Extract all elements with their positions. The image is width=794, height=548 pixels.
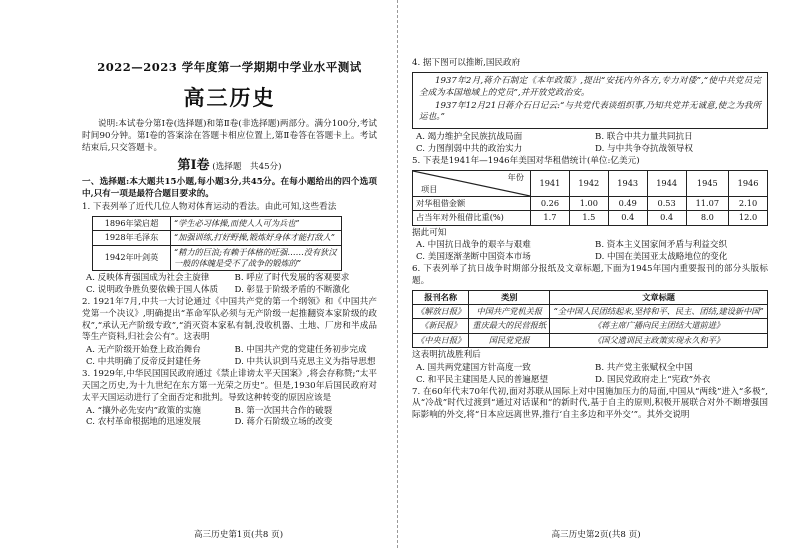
year-header: 1941 xyxy=(531,170,570,196)
option: D. 蒋介石阶级立场的改变 xyxy=(234,417,333,428)
table-cell: 8.0 xyxy=(686,211,729,225)
q1-table xyxy=(92,216,342,271)
table-cell: 国民党党报 xyxy=(469,333,550,347)
table-header-row xyxy=(413,290,768,304)
diagonal-header-cell xyxy=(413,170,531,196)
option: C. 力图削弱中共的政治实力 xyxy=(416,144,523,155)
table-cell: 1942年叶剑英 xyxy=(93,245,171,271)
table-cell: 《解放日报》 xyxy=(413,305,469,319)
table-cell: “加强训练,打好野操,锻炼好身体才能打敌人” xyxy=(171,231,342,245)
part-heading: 一、选择题:本大题共15小题,每小题3分,共45分。在每小题给出的四个选项中,只有一项是最符合题目要求的。 xyxy=(82,177,377,200)
option: B. 共产党主张赋权全中国 xyxy=(595,362,693,373)
table-cell: “全中国人民团结起来,坚持和平、民主、团结,建设新中国” xyxy=(550,305,768,319)
year-header: 1945 xyxy=(686,170,729,196)
header-item-label: 项目 xyxy=(421,183,438,194)
option: C. 说明政争胜负要依赖于国人体质 xyxy=(86,285,219,296)
q6-conclusion: 这表明抗战胜利后 xyxy=(412,350,481,361)
q7-stem: 7. 在60年代末70年代初,面对苏联从国际上对中国施加压力的局面,中国从“两线”进入“多极”,从“冷战”时代过渡到“通过对话谋和”的新时代,基于自主的原则,积极开展联合对外不断增强国际影响的外交,将“日本应远离世界,推行‘自主多边和平外交’”。其外交说明 xyxy=(412,386,768,421)
table-cell: 1896年梁启超 xyxy=(93,216,171,230)
header-year-label: 年份 xyxy=(507,171,524,182)
q4-source-1: 1937年2月,蒋介石制定《本年政策》,提出“安抚内外各方,专力对倭”,“使中共党员完全成为本国地域上的党员”,并开放党政治安。 xyxy=(419,75,761,98)
table-cell: 《新民报》 xyxy=(413,319,469,333)
option: D. 与中共争夺抗战领导权 xyxy=(595,144,693,155)
option: B. 第一次国共合作的破裂 xyxy=(234,405,333,416)
subject-title: 高三历史 xyxy=(183,84,276,110)
table-row xyxy=(413,319,768,333)
option: C. 农村革命根据地的迅速发展 xyxy=(86,417,201,428)
q5-table xyxy=(412,170,768,226)
table-row xyxy=(93,245,342,271)
q4-options xyxy=(412,132,768,156)
option: D. 彰显于阶级矛盾的不断激化 xyxy=(234,285,350,296)
table-row xyxy=(413,211,768,225)
instructions: 说明:本试卷分第Ⅰ卷(选择题)和第Ⅱ卷(非选择题)两部分。满分100分,考试时间90分钟。第Ⅰ卷的答案涂在答题卡相应位置上,第Ⅱ卷答在答题卡上。考试结束后,只交答题卡。 xyxy=(82,118,377,153)
option: D. 国民党政府走上“宪政”外衣 xyxy=(595,374,711,385)
table-header-row xyxy=(413,170,768,196)
q2-stem: 2. 1921年7月,中共一大讨论通过《中国共产党的第一个纲领》和《中国共产党第一个决议》,明确提出“革命军队必须与无产阶级一起推翻资本家阶级的政权”,“承认无产阶级专政”,“消灭资本家私有制,没收机器、土地、厂房和半成品等生产资料,归社会公有”。这表明 xyxy=(82,296,377,343)
q4-source-2: 1937年12月21日蒋介石日记云:“与共党代表谈组织事,乃知共党并无诚意,使之为我所运也。” xyxy=(419,100,761,123)
section-note: (选择题 共45分) xyxy=(212,162,282,173)
table-cell: 0.26 xyxy=(531,196,570,210)
table-cell: 0.53 xyxy=(647,196,686,210)
year-header: 1944 xyxy=(647,170,686,196)
year-header: 1946 xyxy=(729,170,768,196)
table-cell: 0.4 xyxy=(647,211,686,225)
q5-options xyxy=(412,240,768,264)
q5-stem: 5. 下表是1941年—1946年美国对华租借统计(单位:亿美元) xyxy=(412,156,640,167)
exam-title: 2022—2023 学年度第一学期期中学业水平测试 xyxy=(97,60,362,74)
option: B. 联合中共力量共同抗日 xyxy=(595,132,693,143)
table-row xyxy=(413,333,768,347)
option: A. 竭力维护全民族抗战局面 xyxy=(416,132,523,143)
table-cell: 12.0 xyxy=(729,211,768,225)
section-title: 第Ⅰ卷 xyxy=(177,158,210,174)
option: A. 无产阶级开始登上政治舞台 xyxy=(86,345,201,356)
q4-source-box xyxy=(412,72,768,129)
row-label: 占当年对外租借比重(%) xyxy=(413,211,531,225)
table-cell: 《中央日报》 xyxy=(413,333,469,347)
table-cell: 《国父遗训民主政策实现永久和平》 xyxy=(550,333,768,347)
table-cell: “精力的巨浪;有赖于体格的旺强……没有狄汉一般的体魄是受不了战争的锻炼的” xyxy=(171,245,342,271)
table-cell: 1.5 xyxy=(569,211,608,225)
table-row xyxy=(93,231,342,245)
option: C. 美国逐渐垄断中国资本市场 xyxy=(416,252,531,263)
table-cell: “学生必习体操,而使人人可为兵也” xyxy=(171,216,342,230)
option: C. 和平民主建国是人民的普遍愿望 xyxy=(416,374,549,385)
q3-options xyxy=(82,406,377,430)
table-cell: 0.4 xyxy=(608,211,647,225)
q5-conclusion: 据此可知 xyxy=(412,227,447,238)
option: A. “攘外必先安内”政策的实施 xyxy=(86,405,201,416)
table-cell: 11.07 xyxy=(686,196,729,210)
page-2 xyxy=(397,0,794,548)
page-footer: 高三历史第2页(共8 页) xyxy=(551,530,641,541)
option: C. 中共明确了反帝反封建任务 xyxy=(86,357,201,368)
table-row xyxy=(413,196,768,210)
table-cell: 1.00 xyxy=(569,196,608,210)
option: A. 中国抗日战争的艰辛与艰难 xyxy=(416,240,531,251)
option: A. 反映体育强国成为社会主旋律 xyxy=(86,273,210,284)
table-cell: 1.7 xyxy=(531,211,570,225)
column-header: 类别 xyxy=(469,290,550,304)
option: B. 资本主义国家间矛盾与利益交织 xyxy=(595,240,728,251)
row-label: 对华租借金额 xyxy=(413,196,531,210)
table-cell: 2.10 xyxy=(729,196,768,210)
column-header: 文章标题 xyxy=(550,290,768,304)
q1-stem: 1. 下表列举了近代几位人物对体育运动的看法。由此可知,这些看法 xyxy=(82,202,337,213)
q2-options xyxy=(82,345,377,369)
q6-options xyxy=(412,363,768,387)
q1-options xyxy=(82,273,377,297)
table-cell: 重庆最大的民营报纸 xyxy=(469,319,550,333)
table-cell: 中国共产党机关报 xyxy=(469,305,550,319)
q4-stem: 4. 据下图可以推断,国民政府 xyxy=(412,58,521,68)
table-cell: 0.49 xyxy=(608,196,647,210)
column-header: 报刊名称 xyxy=(413,290,469,304)
option: B. 中国共产党的党建任务初步完成 xyxy=(234,345,367,356)
page-footer: 高三历史第1页(共8 页) xyxy=(193,530,284,541)
section-heading xyxy=(82,157,377,175)
q6-stem: 6. 下表列举了抗日战争时期部分报纸及文章标题,下面为1945年国内重要报刊的部分头版标题。 xyxy=(412,264,768,286)
option: D. 中共认识到马克思主义为指导思想 xyxy=(234,357,376,368)
option: A. 国共两党建国方针高度一致 xyxy=(416,362,531,373)
option: D. 中国在美国亚太战略地位的变化 xyxy=(595,252,728,263)
q3-stem: 3. 1929年,中华民国国民政府通过《禁止诽谤太平天国案》,将会存称赞;“太平天国之历史,为十九世纪在东方第一光荣之历史”。但是,1930年后国民政府对太平天国运动进行了全面否定和批判。导致这种转变的原因应该是 xyxy=(82,369,377,403)
table-cell: 《蒋主席广播向民主团结大道前进》 xyxy=(550,319,768,333)
option: B. 呼应了时代发展的客观要求 xyxy=(234,273,350,284)
year-header: 1943 xyxy=(608,170,647,196)
year-header: 1942 xyxy=(569,170,608,196)
table-cell: 1928年毛泽东 xyxy=(93,231,171,245)
q6-table xyxy=(412,290,768,348)
table-row xyxy=(413,305,768,319)
table-row xyxy=(93,216,342,230)
